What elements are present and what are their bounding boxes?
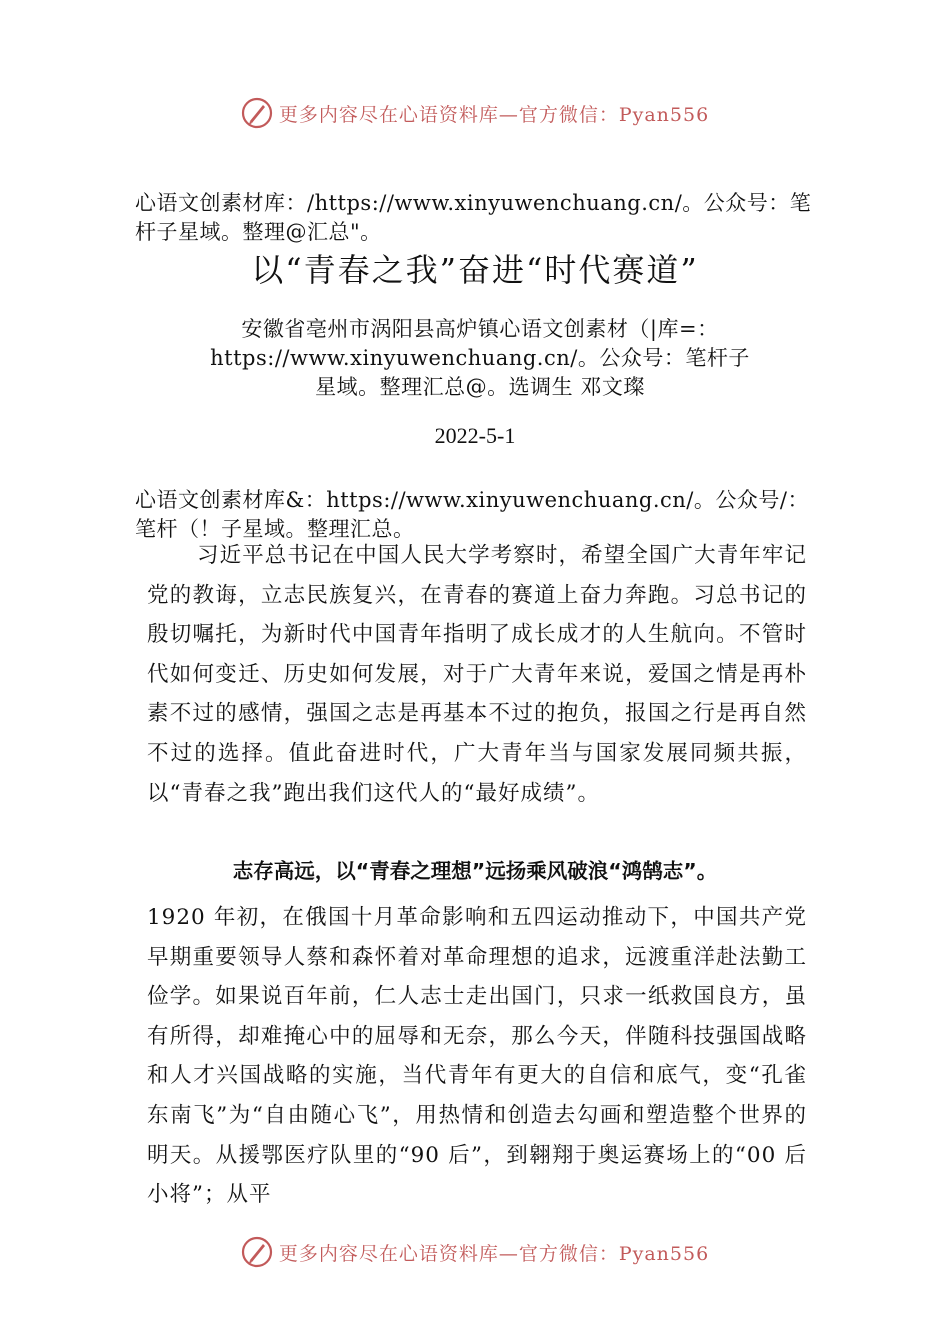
- body-paragraph-2: 1920 年初，在俄国十月革命影响和五四运动推动下，中国共产党早期重要领导人蔡和森怀着对革命理想的追求，远渡重洋赴法勤工俭学。如果说百年前，仁人志士走出国门，只求一纸救国良方，虽有所得，却难掩心中的屈辱和无奈，那么今天，伴随科技强国战略和人才兴国战略的实施，当代青年有更大的自信和底气，变“孔雀东南飞”为“自由随心飞”，用热情和创造去勾画和塑造整个世界的明天。从援鄂医疗队里的“90 后”，到翱翔于奥运赛场上的“00 后小将”；从平: [147, 905, 807, 1208]
- body-paragraph-1: 习近平总书记在中国人民大学考察时，希望全国广大青年牢记党的教诲，立志民族复兴，在青春的赛道上奋力奔跑。习总书记的殷切嘱托，为新时代中国青年指明了成长成才的人生航向。不管时代如何变迁、历史如何发展，对于广大青年来说，爱国之情是再朴素不过的感情，强国之志是再基本不过的抱负，报国之行是再自然不过的选择。值此奋进时代，广大青年当与国家发展同频共振，以“青春之我”跑出我们这代人的“最好成绩”。: [147, 543, 807, 806]
- publish-date: 2022-5-1: [434, 423, 516, 448]
- watermark-banner-top: [0, 93, 950, 133]
- meta-source-mid: 心语文创素材库&：https://www.xinyuwenchuang.cn/。公众号/：笔杆（！子星域。整理汇总。: [135, 488, 809, 541]
- page-title: 以“青春之我”奋进“时代赛道”: [251, 251, 699, 289]
- section-heading-1: 志存高远，以“青春之理想”远扬乘风破浪“鸿鹄志”。: [232, 859, 718, 883]
- quill-logo-icon: [241, 1236, 273, 1268]
- author-line: 安徽省亳州市涡阳县高炉镇心语文创素材（|库=：https://www.xinyuwenchuang.cn/。公众号：笔杆子星域。整理汇总@。选调生 邓文璨: [210, 317, 750, 399]
- watermark-text: 更多内容尽在心语资料库—官方微信：Pyan556: [278, 103, 710, 126]
- watermark-banner-bottom: [0, 1232, 950, 1272]
- quill-logo-icon: [241, 97, 273, 129]
- watermark-text: 更多内容尽在心语资料库—官方微信：Pyan556: [278, 1242, 710, 1265]
- meta-source-top: 心语文创素材库：/https://www.xinyuwenchuang.cn/。公众号：笔杆子星域。整理@汇总"。: [135, 191, 812, 244]
